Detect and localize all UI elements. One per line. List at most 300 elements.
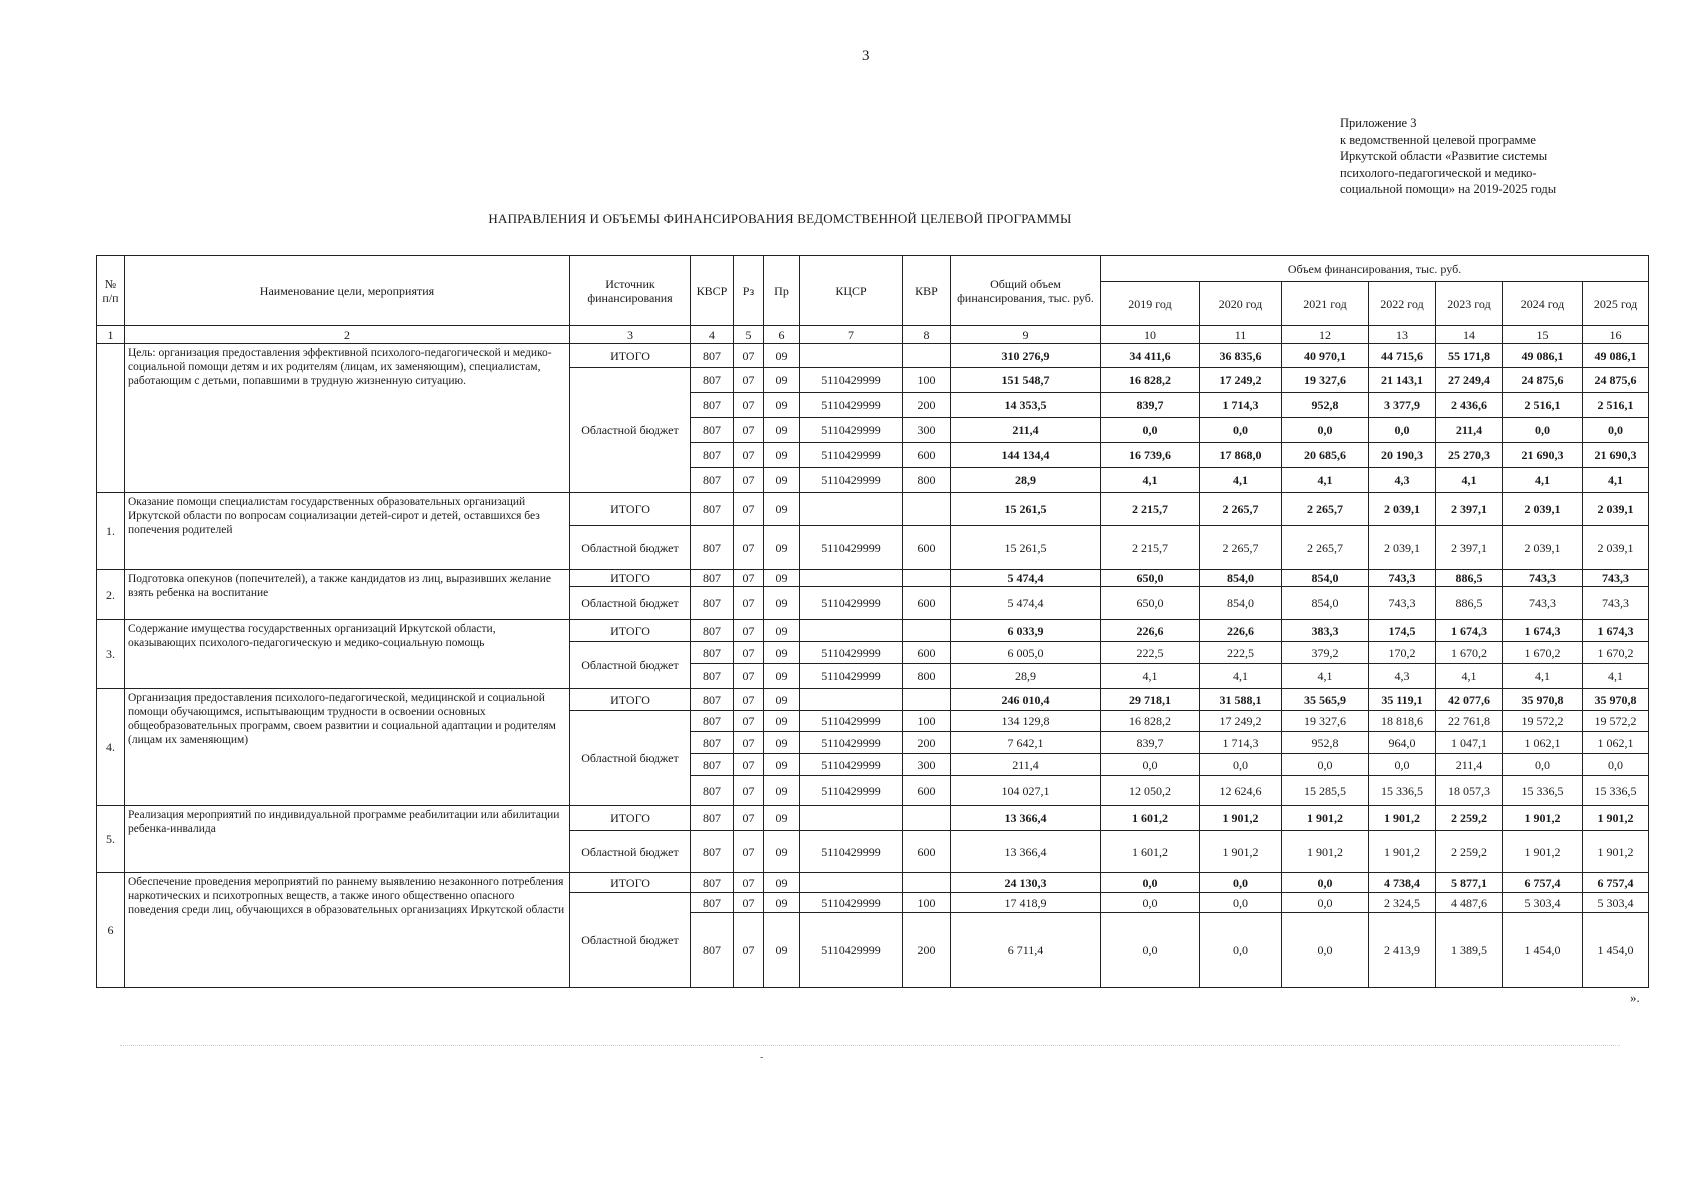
- year-value-cell: 5 303,4: [1583, 893, 1649, 913]
- pr-cell: 09: [764, 642, 800, 664]
- year-value-cell: 174,5: [1369, 620, 1436, 642]
- header-kvsr: КВСР: [691, 256, 734, 326]
- year-value-cell: 15 336,5: [1503, 776, 1583, 806]
- total-cell: 310 276,9: [951, 344, 1101, 368]
- table-row-total: [97, 689, 1649, 711]
- rz-cell: 07: [734, 570, 764, 587]
- year-value-cell: 5 303,4: [1503, 893, 1583, 913]
- kvr-cell: 300: [903, 418, 951, 443]
- kvsr-cell: 807: [691, 732, 734, 754]
- header-source: Источник финансирования: [570, 256, 691, 326]
- year-value-cell: 27 249,4: [1436, 368, 1503, 393]
- header-kvr: КВР: [903, 256, 951, 326]
- year-value-cell: 1 901,2: [1503, 831, 1583, 873]
- pr-cell: 09: [764, 443, 800, 468]
- year-value-cell: 20 190,3: [1369, 443, 1436, 468]
- col-number: 7: [800, 326, 903, 344]
- pr-cell: 09: [764, 418, 800, 443]
- kcsr-cell: [800, 620, 903, 642]
- rz-cell: 07: [734, 913, 764, 988]
- pr-cell: 09: [764, 468, 800, 493]
- year-value-cell: 650,0: [1101, 587, 1200, 620]
- year-value-cell: 1 901,2: [1369, 831, 1436, 873]
- total-cell: 5 474,4: [951, 570, 1101, 587]
- year-value-cell: 4,3: [1369, 468, 1436, 493]
- year-value-cell: 2 039,1: [1369, 526, 1436, 570]
- pr-cell: 09: [764, 711, 800, 732]
- rz-cell: 07: [734, 754, 764, 776]
- year-value-cell: 4,1: [1282, 664, 1369, 689]
- pr-cell: 09: [764, 754, 800, 776]
- year-value-cell: 35 565,9: [1282, 689, 1369, 711]
- year-value-cell: 0,0: [1583, 754, 1649, 776]
- item-number: 4.: [97, 689, 125, 806]
- year-value-cell: 886,5: [1436, 587, 1503, 620]
- year-value-cell: 19 327,6: [1282, 368, 1369, 393]
- year-value-cell: 1 454,0: [1503, 913, 1583, 988]
- kvsr-cell: 807: [691, 893, 734, 913]
- year-value-cell: 1 670,2: [1503, 642, 1583, 664]
- kvsr-cell: 807: [691, 913, 734, 988]
- item-name: Цель: организация предоставления эффективной психолого-педагогической и медико-социальной помощи детям и их родителям (лицам, их заменяющим), специалистам, работающим с детьми, попавшими в трудную жизненную ситуацию.: [125, 344, 570, 493]
- col-number: 2: [125, 326, 570, 344]
- total-cell: 134 129,8: [951, 711, 1101, 732]
- header-year: 2024 год: [1503, 282, 1583, 326]
- total-cell: 246 010,4: [951, 689, 1101, 711]
- kvr-cell: [903, 806, 951, 831]
- year-value-cell: 6 757,4: [1503, 873, 1583, 893]
- header-pr: Пр: [764, 256, 800, 326]
- year-value-cell: 1 670,2: [1583, 642, 1649, 664]
- kvr-cell: 100: [903, 368, 951, 393]
- pr-cell: 09: [764, 587, 800, 620]
- year-value-cell: 2 259,2: [1436, 831, 1503, 873]
- year-value-cell: 743,3: [1503, 587, 1583, 620]
- rz-cell: 07: [734, 393, 764, 418]
- kcsr-cell: [800, 570, 903, 587]
- kcsr-cell: [800, 689, 903, 711]
- year-value-cell: 0,0: [1101, 913, 1200, 988]
- rz-cell: 07: [734, 732, 764, 754]
- col-number: 4: [691, 326, 734, 344]
- kcsr-cell: [800, 873, 903, 893]
- financing-table: [96, 255, 1649, 988]
- item-number: 3.: [97, 620, 125, 689]
- year-value-cell: 1 674,3: [1436, 620, 1503, 642]
- year-value-cell: 5 877,1: [1436, 873, 1503, 893]
- year-value-cell: 650,0: [1101, 570, 1200, 587]
- col-number: 3: [570, 326, 691, 344]
- year-value-cell: 12 050,2: [1101, 776, 1200, 806]
- kvsr-cell: 807: [691, 468, 734, 493]
- year-value-cell: 49 086,1: [1503, 344, 1583, 368]
- page-number: 3: [862, 48, 870, 64]
- table-row-total: [97, 344, 1649, 368]
- year-value-cell: 2 324,5: [1369, 893, 1436, 913]
- year-value-cell: 25 270,3: [1436, 443, 1503, 468]
- year-value-cell: 222,5: [1101, 642, 1200, 664]
- pr-cell: 09: [764, 493, 800, 526]
- year-value-cell: 2 039,1: [1369, 493, 1436, 526]
- rz-cell: 07: [734, 418, 764, 443]
- year-value-cell: 0,0: [1583, 418, 1649, 443]
- year-value-cell: 35 119,1: [1369, 689, 1436, 711]
- year-value-cell: 1 389,5: [1436, 913, 1503, 988]
- rz-cell: 07: [734, 893, 764, 913]
- item-name: Организация предоставления психолого-педагогической, медицинской и социальной помощи обучающимся, испытывающим трудности в освоении основных общеобразовательных программ, своем развитии и социальной адаптации и родителям (лицам их заменяющим): [125, 689, 570, 806]
- kcsr-cell: 5110429999: [800, 732, 903, 754]
- rz-cell: 07: [734, 344, 764, 368]
- year-value-cell: 0,0: [1369, 418, 1436, 443]
- kcsr-cell: 5110429999: [800, 393, 903, 418]
- kvr-cell: 200: [903, 732, 951, 754]
- item-name: Подготовка опекунов (попечителей), а также кандидатов из лиц, выразивших желание взять ребенка на воспитание: [125, 570, 570, 620]
- rz-cell: 07: [734, 587, 764, 620]
- kvsr-cell: 807: [691, 393, 734, 418]
- year-value-cell: 226,6: [1200, 620, 1282, 642]
- year-value-cell: 2 215,7: [1101, 493, 1200, 526]
- year-value-cell: 0,0: [1101, 754, 1200, 776]
- kvr-cell: [903, 689, 951, 711]
- table-row-total: [97, 570, 1649, 587]
- kcsr-cell: 5110429999: [800, 664, 903, 689]
- year-value-cell: 2 516,1: [1583, 393, 1649, 418]
- year-value-cell: 19 572,2: [1583, 711, 1649, 732]
- year-value-cell: 2 265,7: [1282, 493, 1369, 526]
- year-value-cell: 16 739,6: [1101, 443, 1200, 468]
- total-cell: 104 027,1: [951, 776, 1101, 806]
- kvsr-cell: 807: [691, 526, 734, 570]
- total-cell: 6 005,0: [951, 642, 1101, 664]
- year-value-cell: 952,8: [1282, 732, 1369, 754]
- year-value-cell: 4,1: [1101, 664, 1200, 689]
- year-value-cell: 1 714,3: [1200, 393, 1282, 418]
- kcsr-cell: 5110429999: [800, 711, 903, 732]
- year-value-cell: 0,0: [1200, 913, 1282, 988]
- year-value-cell: 1 901,2: [1583, 806, 1649, 831]
- rz-cell: 07: [734, 443, 764, 468]
- total-cell: 17 418,9: [951, 893, 1101, 913]
- year-value-cell: 964,0: [1369, 732, 1436, 754]
- year-value-cell: 0,0: [1101, 873, 1200, 893]
- pr-cell: 09: [764, 368, 800, 393]
- kcsr-cell: 5110429999: [800, 913, 903, 988]
- appendix-line: к ведомственной целевой программе: [1340, 132, 1536, 147]
- kvr-cell: 200: [903, 393, 951, 418]
- rz-cell: 07: [734, 831, 764, 873]
- year-value-cell: 19 572,2: [1503, 711, 1583, 732]
- header-year: 2022 год: [1369, 282, 1436, 326]
- year-value-cell: 16 828,2: [1101, 368, 1200, 393]
- header-total: Общий объем финансирования, тыс. руб.: [951, 256, 1101, 326]
- total-cell: 13 366,4: [951, 831, 1101, 873]
- year-value-cell: 886,5: [1436, 570, 1503, 587]
- source-total: ИТОГО: [570, 689, 691, 711]
- year-value-cell: 4,3: [1369, 664, 1436, 689]
- year-value-cell: 16 828,2: [1101, 711, 1200, 732]
- kvsr-cell: 807: [691, 754, 734, 776]
- year-value-cell: 0,0: [1369, 754, 1436, 776]
- item-number: [97, 344, 125, 493]
- kvsr-cell: 807: [691, 418, 734, 443]
- col-number: 15: [1503, 326, 1583, 344]
- kcsr-cell: [800, 806, 903, 831]
- year-value-cell: 2 039,1: [1583, 526, 1649, 570]
- pr-cell: 09: [764, 620, 800, 642]
- kvr-cell: [903, 344, 951, 368]
- year-value-cell: 0,0: [1200, 418, 1282, 443]
- year-value-cell: 952,8: [1282, 393, 1369, 418]
- header-year: 2025 год: [1583, 282, 1649, 326]
- year-value-cell: 2 516,1: [1503, 393, 1583, 418]
- year-value-cell: 1 601,2: [1101, 831, 1200, 873]
- col-number: 13: [1369, 326, 1436, 344]
- rz-cell: 07: [734, 873, 764, 893]
- kvr-cell: [903, 570, 951, 587]
- year-value-cell: 21 143,1: [1369, 368, 1436, 393]
- year-value-cell: 34 411,6: [1101, 344, 1200, 368]
- year-value-cell: 42 077,6: [1436, 689, 1503, 711]
- table-row-total: [97, 806, 1649, 831]
- kcsr-cell: 5110429999: [800, 443, 903, 468]
- rz-cell: 07: [734, 468, 764, 493]
- kvr-cell: 100: [903, 711, 951, 732]
- item-name: Реализация мероприятий по индивидуальной программе реабилитации или абилитации ребенка-инвалида: [125, 806, 570, 873]
- year-value-cell: 0,0: [1503, 754, 1583, 776]
- total-cell: 211,4: [951, 754, 1101, 776]
- year-value-cell: 17 249,2: [1200, 368, 1282, 393]
- item-number: 1.: [97, 493, 125, 570]
- year-value-cell: 15 336,5: [1583, 776, 1649, 806]
- year-value-cell: 24 875,6: [1583, 368, 1649, 393]
- year-value-cell: 35 970,8: [1583, 689, 1649, 711]
- header-year: 2020 год: [1200, 282, 1282, 326]
- kvsr-cell: 807: [691, 664, 734, 689]
- footer-dash: -: [760, 1052, 764, 1063]
- pr-cell: 09: [764, 806, 800, 831]
- year-value-cell: 854,0: [1282, 570, 1369, 587]
- kvsr-cell: 807: [691, 344, 734, 368]
- year-value-cell: 12 624,6: [1200, 776, 1282, 806]
- kvsr-cell: 807: [691, 620, 734, 642]
- source-budget: Областной бюджет: [570, 642, 691, 689]
- rz-cell: 07: [734, 711, 764, 732]
- year-value-cell: 839,7: [1101, 393, 1200, 418]
- year-value-cell: 211,4: [1436, 418, 1503, 443]
- year-value-cell: 17 249,2: [1200, 711, 1282, 732]
- year-value-cell: 1 901,2: [1282, 831, 1369, 873]
- rz-cell: 07: [734, 806, 764, 831]
- year-value-cell: 4,1: [1583, 468, 1649, 493]
- total-cell: 151 548,7: [951, 368, 1101, 393]
- col-number: 9: [951, 326, 1101, 344]
- year-value-cell: 29 718,1: [1101, 689, 1200, 711]
- year-value-cell: 2 039,1: [1583, 493, 1649, 526]
- closing-mark: ».: [1630, 990, 1640, 1005]
- kcsr-cell: [800, 493, 903, 526]
- appendix-line: Иркутской области «Развитие системы: [1340, 149, 1548, 163]
- year-value-cell: 22 761,8: [1436, 711, 1503, 732]
- kvsr-cell: 807: [691, 493, 734, 526]
- rz-cell: 07: [734, 642, 764, 664]
- year-value-cell: 0,0: [1503, 418, 1583, 443]
- year-value-cell: 383,3: [1282, 620, 1369, 642]
- total-cell: 6 033,9: [951, 620, 1101, 642]
- year-value-cell: 0,0: [1282, 754, 1369, 776]
- year-value-cell: 743,3: [1503, 570, 1583, 587]
- source-total: ИТОГО: [570, 493, 691, 526]
- year-value-cell: 21 690,3: [1503, 443, 1583, 468]
- item-name: Обеспечение проведения мероприятий по раннему выявлению незаконного потребления наркотических и психотропных веществ, а также иного общественно опасного поведения среди лиц, обучающихся в образовательных организациях Иркутской области: [125, 873, 570, 988]
- year-value-cell: 1 670,2: [1436, 642, 1503, 664]
- table-row-total: [97, 493, 1649, 526]
- header-year: 2019 год: [1101, 282, 1200, 326]
- kcsr-cell: 5110429999: [800, 368, 903, 393]
- table-row-total: [97, 873, 1649, 893]
- kcsr-cell: 5110429999: [800, 831, 903, 873]
- rz-cell: 07: [734, 493, 764, 526]
- year-value-cell: 24 875,6: [1503, 368, 1583, 393]
- total-cell: 144 134,4: [951, 443, 1101, 468]
- year-value-cell: 19 327,6: [1282, 711, 1369, 732]
- year-value-cell: 2 039,1: [1503, 526, 1583, 570]
- year-value-cell: 1 901,2: [1200, 831, 1282, 873]
- year-value-cell: 0,0: [1282, 893, 1369, 913]
- year-value-cell: 379,2: [1282, 642, 1369, 664]
- col-number: 1: [97, 326, 125, 344]
- year-value-cell: 854,0: [1282, 587, 1369, 620]
- item-number: 5.: [97, 806, 125, 873]
- pr-cell: 09: [764, 664, 800, 689]
- year-value-cell: 4,1: [1503, 664, 1583, 689]
- header-name: Наименование цели, мероприятия: [125, 256, 570, 326]
- year-value-cell: 1 062,1: [1583, 732, 1649, 754]
- year-value-cell: 1 901,2: [1282, 806, 1369, 831]
- year-value-cell: 211,4: [1436, 754, 1503, 776]
- table-body: [97, 344, 1649, 988]
- year-value-cell: 2 259,2: [1436, 806, 1503, 831]
- rz-cell: 07: [734, 776, 764, 806]
- year-value-cell: 15 285,5: [1282, 776, 1369, 806]
- total-cell: 7 642,1: [951, 732, 1101, 754]
- total-cell: 28,9: [951, 468, 1101, 493]
- total-cell: 6 711,4: [951, 913, 1101, 988]
- year-value-cell: 1 714,3: [1200, 732, 1282, 754]
- year-value-cell: 20 685,6: [1282, 443, 1369, 468]
- kvr-cell: 800: [903, 664, 951, 689]
- year-value-cell: 18 057,3: [1436, 776, 1503, 806]
- pr-cell: 09: [764, 831, 800, 873]
- year-value-cell: 2 265,7: [1200, 493, 1282, 526]
- kvr-cell: [903, 873, 951, 893]
- page-divider: [120, 1045, 1620, 1046]
- year-value-cell: 49 086,1: [1583, 344, 1649, 368]
- year-value-cell: 35 970,8: [1503, 689, 1583, 711]
- year-value-cell: 0,0: [1282, 418, 1369, 443]
- pr-cell: 09: [764, 893, 800, 913]
- source-budget: Областной бюджет: [570, 711, 691, 806]
- year-value-cell: 4,1: [1200, 664, 1282, 689]
- pr-cell: 09: [764, 689, 800, 711]
- kvr-cell: 600: [903, 642, 951, 664]
- header-year: 2023 год: [1436, 282, 1503, 326]
- kvsr-cell: 807: [691, 873, 734, 893]
- pr-cell: 09: [764, 393, 800, 418]
- year-value-cell: 854,0: [1200, 587, 1282, 620]
- year-value-cell: 1 674,3: [1503, 620, 1583, 642]
- year-value-cell: 31 588,1: [1200, 689, 1282, 711]
- source-total: ИТОГО: [570, 620, 691, 642]
- pr-cell: 09: [764, 776, 800, 806]
- col-number: 5: [734, 326, 764, 344]
- pr-cell: 09: [764, 732, 800, 754]
- appendix-line: социальной помощи» на 2019-2025 годы: [1340, 182, 1557, 196]
- source-budget: Областной бюджет: [570, 831, 691, 873]
- col-number: 6: [764, 326, 800, 344]
- year-value-cell: 4,1: [1282, 468, 1369, 493]
- pr-cell: 09: [764, 570, 800, 587]
- kvr-cell: 100: [903, 893, 951, 913]
- year-value-cell: 1 674,3: [1583, 620, 1649, 642]
- item-number: 6: [97, 873, 125, 988]
- col-number: 10: [1101, 326, 1200, 344]
- col-number: 8: [903, 326, 951, 344]
- year-value-cell: 1 901,2: [1503, 806, 1583, 831]
- item-name: Оказание помощи специалистам государственных образовательных организаций Иркутской области по вопросам социализации детей-сирот и детей, оставшихся без попечения родителей: [125, 493, 570, 570]
- total-cell: 14 353,5: [951, 393, 1101, 418]
- kcsr-cell: 5110429999: [800, 418, 903, 443]
- kvr-cell: 600: [903, 443, 951, 468]
- year-value-cell: 1 454,0: [1583, 913, 1649, 988]
- year-value-cell: 2 436,6: [1436, 393, 1503, 418]
- source-total: ИТОГО: [570, 570, 691, 587]
- year-value-cell: 226,6: [1101, 620, 1200, 642]
- year-value-cell: 4,1: [1101, 468, 1200, 493]
- year-value-cell: 222,5: [1200, 642, 1282, 664]
- col-number: 16: [1583, 326, 1649, 344]
- kvsr-cell: 807: [691, 711, 734, 732]
- year-value-cell: 743,3: [1583, 570, 1649, 587]
- year-value-cell: 0,0: [1101, 893, 1200, 913]
- year-value-cell: 17 868,0: [1200, 443, 1282, 468]
- kcsr-cell: [800, 344, 903, 368]
- year-value-cell: 2 039,1: [1503, 493, 1583, 526]
- year-value-cell: 0,0: [1200, 754, 1282, 776]
- source-budget: Областной бюджет: [570, 893, 691, 988]
- source-total: ИТОГО: [570, 806, 691, 831]
- year-value-cell: 2 397,1: [1436, 526, 1503, 570]
- kvr-cell: 300: [903, 754, 951, 776]
- appendix-line: психолого-педагогической и медико-: [1340, 165, 1537, 180]
- pr-cell: 09: [764, 344, 800, 368]
- year-value-cell: 2 215,7: [1101, 526, 1200, 570]
- year-value-cell: 21 690,3: [1583, 443, 1649, 468]
- kcsr-cell: 5110429999: [800, 587, 903, 620]
- rz-cell: 07: [734, 689, 764, 711]
- year-value-cell: 40 970,1: [1282, 344, 1369, 368]
- year-value-cell: 1 047,1: [1436, 732, 1503, 754]
- pr-cell: 09: [764, 873, 800, 893]
- year-value-cell: 36 835,6: [1200, 344, 1282, 368]
- year-value-cell: 743,3: [1583, 587, 1649, 620]
- header-kcsr: КЦСР: [800, 256, 903, 326]
- kcsr-cell: 5110429999: [800, 526, 903, 570]
- rz-cell: 07: [734, 368, 764, 393]
- kvsr-cell: 807: [691, 443, 734, 468]
- kvr-cell: [903, 493, 951, 526]
- year-value-cell: 743,3: [1369, 587, 1436, 620]
- kvsr-cell: 807: [691, 689, 734, 711]
